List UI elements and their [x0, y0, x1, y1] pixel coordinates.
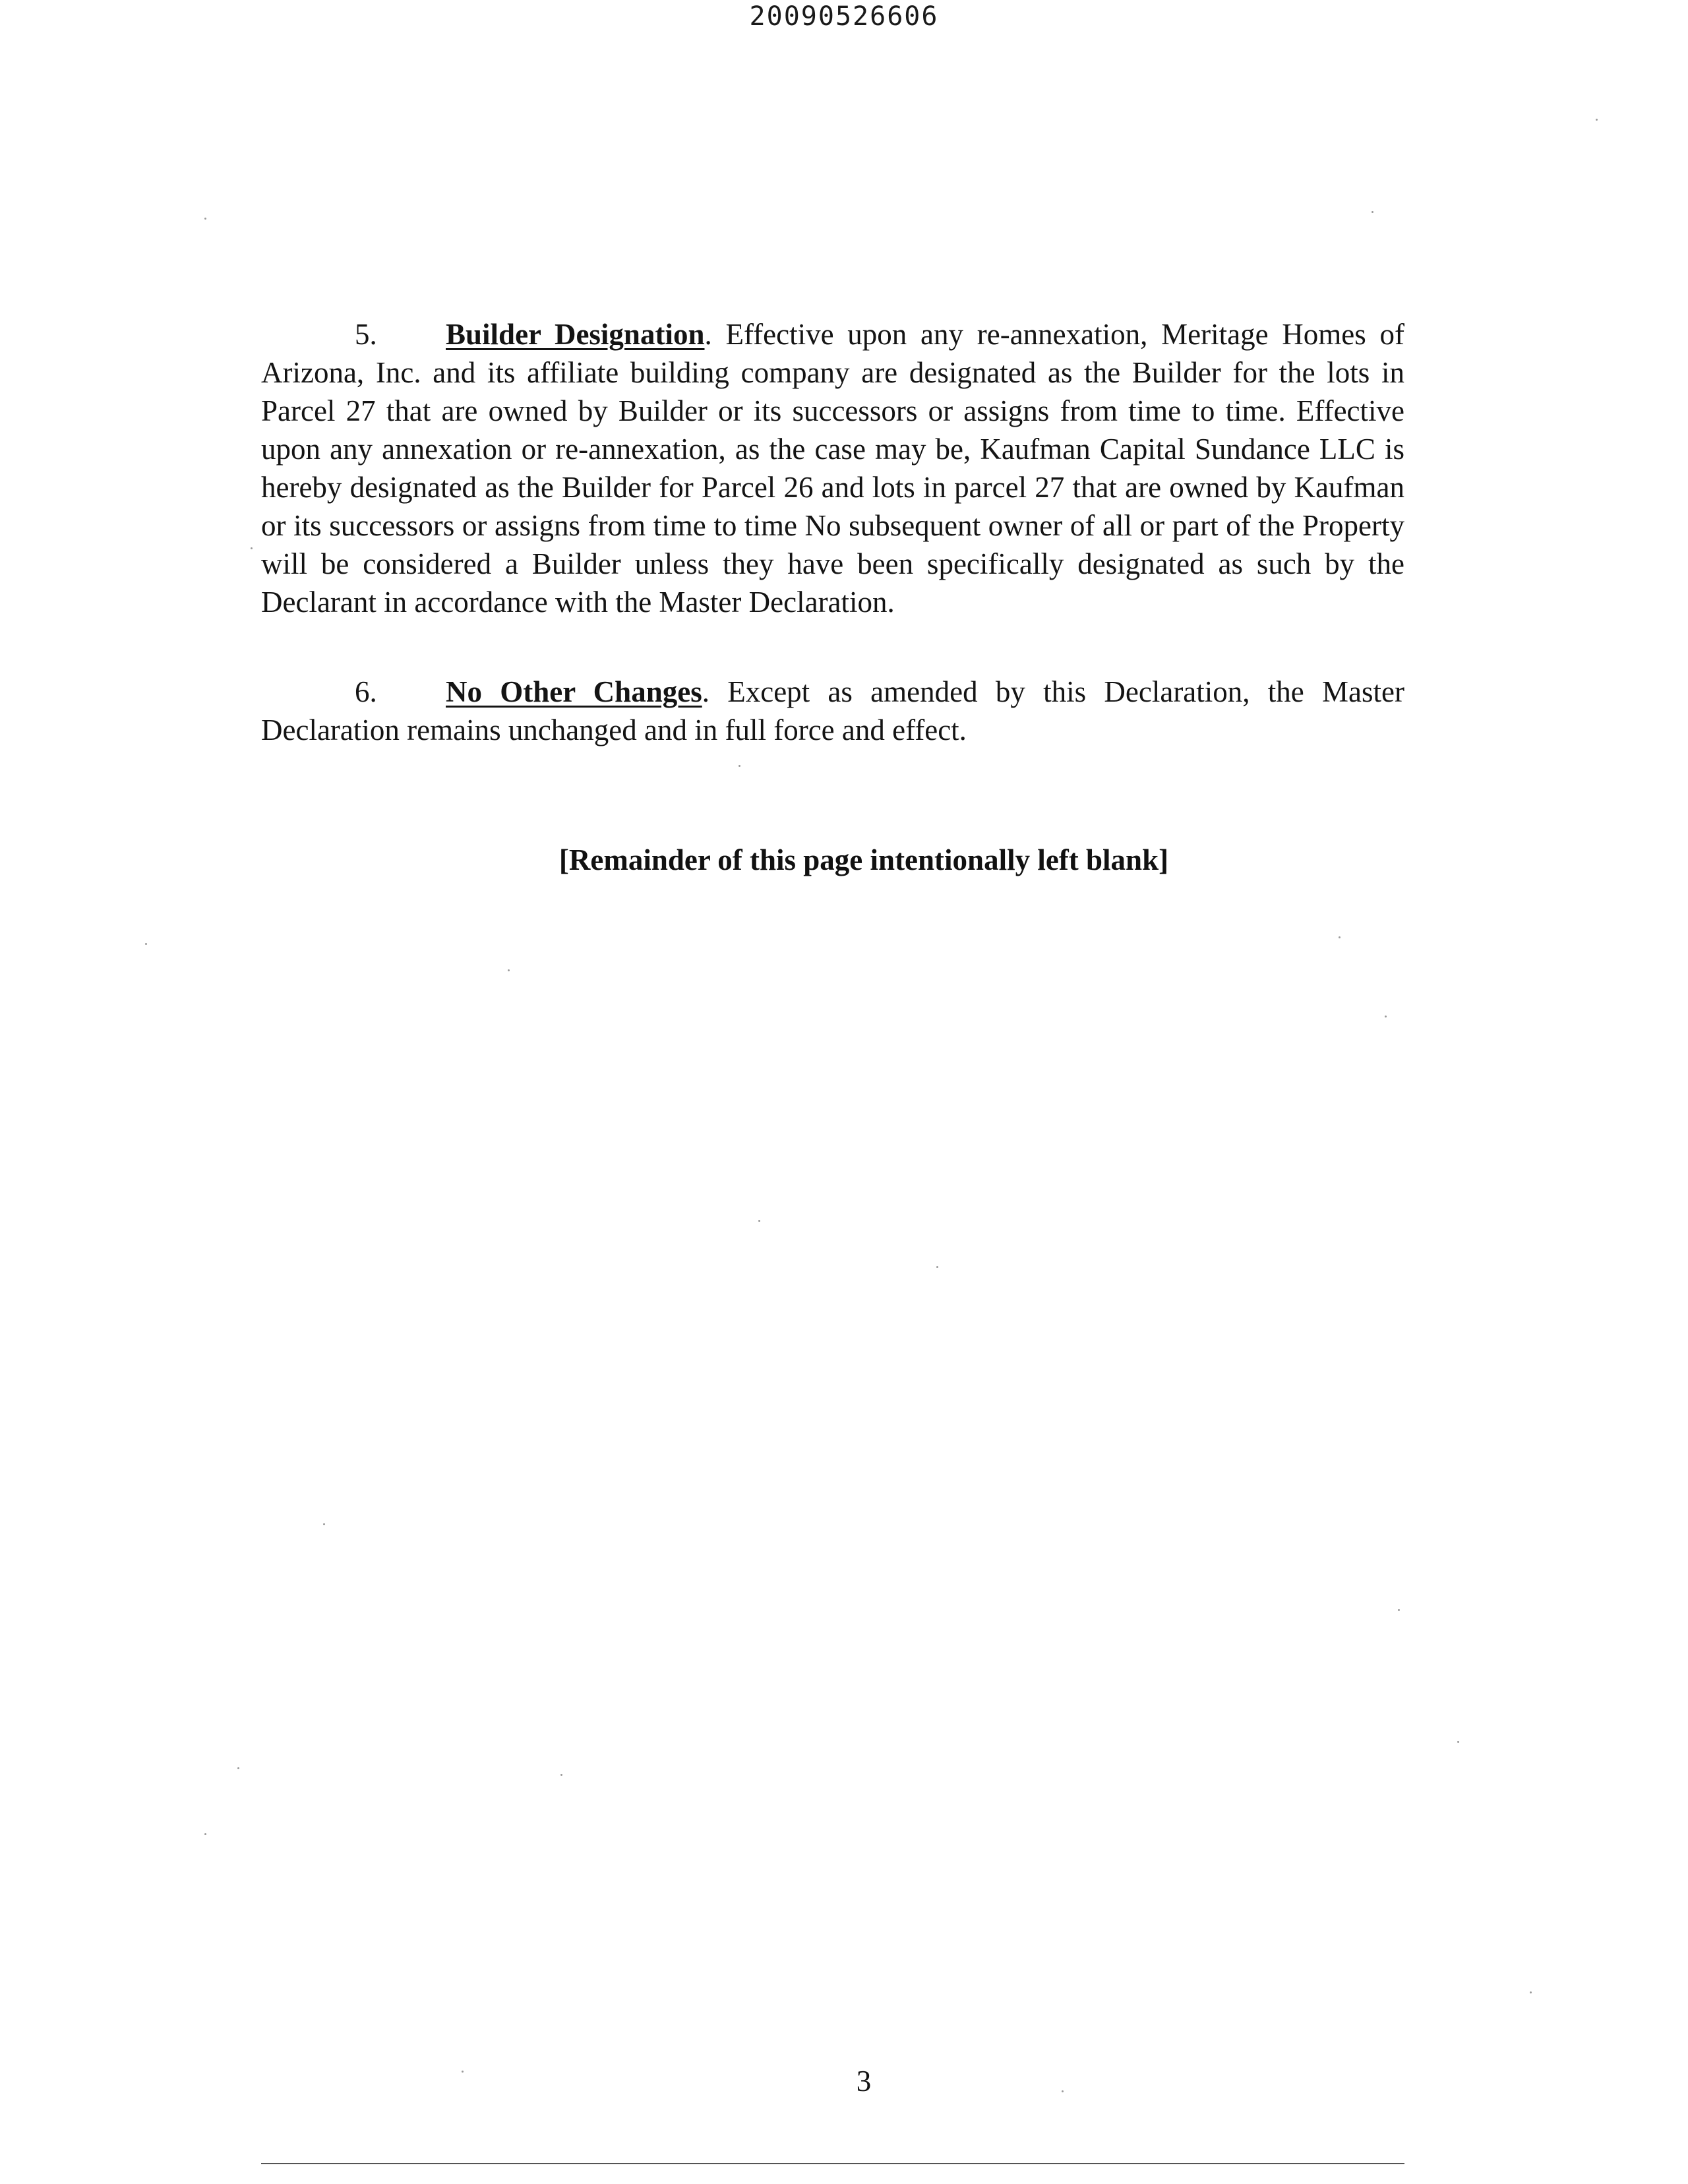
bottom-rule: [261, 2163, 1404, 2164]
scan-speck: [462, 2071, 464, 2073]
scan-speck: [204, 1833, 206, 1835]
scan-speck: [1530, 1991, 1532, 1993]
section-number: 5.: [355, 318, 377, 351]
section-body: . Effective upon any re-annexation, Meritage Homes of Arizona, Inc. and its affiliate building company are designated as the Builder for the lots in Parcel 27 that are owned by Builder or its successors or assigns from time to time. Effective upon any annexation or re-annexation, as the case may be, Kaufman Capital Sundance LLC is hereby designated as the Builder for Parcel 26 and lots in parcel 27 that are owned by Kaufman or its successors or assigns from time to time No subsequent owner of all or part of the Property will be considered a Builder unless they have been specifically designated as such by the Declarant in accordance with the Master Declaration.: [261, 318, 1404, 619]
scan-speck: [1596, 119, 1598, 121]
blank-page-notice: [Remainder of this page intentionally left blank]: [558, 843, 1169, 876]
recording-number: 20090526606: [749, 1, 939, 32]
scan-speck: [936, 1266, 938, 1268]
section-number: 6.: [355, 675, 377, 708]
scan-speck: [237, 1767, 239, 1769]
section-heading: Builder Designation: [446, 318, 705, 351]
scan-speck: [758, 1220, 760, 1222]
scan-speck: [508, 969, 510, 971]
page-number: 3: [856, 2065, 872, 2098]
scan-speck: [1398, 1609, 1400, 1611]
scan-speck: [204, 218, 206, 220]
scan-speck: [323, 1523, 325, 1525]
section-heading: No Other Changes: [446, 675, 702, 708]
section-body: . Except as amended by this Declaration, the Master Declaration remains unchanged and in full force and effect.: [261, 675, 1404, 746]
scan-speck: [738, 765, 740, 767]
scan-speck: [1339, 936, 1341, 938]
scan-speck: [1372, 211, 1373, 213]
scan-speck: [145, 943, 147, 945]
section-6-paragraph: [261, 673, 1404, 749]
scan-speck: [560, 1774, 562, 1776]
scan-speck: [251, 547, 253, 549]
scan-speck: [1457, 1741, 1459, 1743]
scan-speck: [1062, 2090, 1064, 2092]
section-5-paragraph: [261, 315, 1404, 621]
scan-speck: [1385, 1016, 1387, 1017]
